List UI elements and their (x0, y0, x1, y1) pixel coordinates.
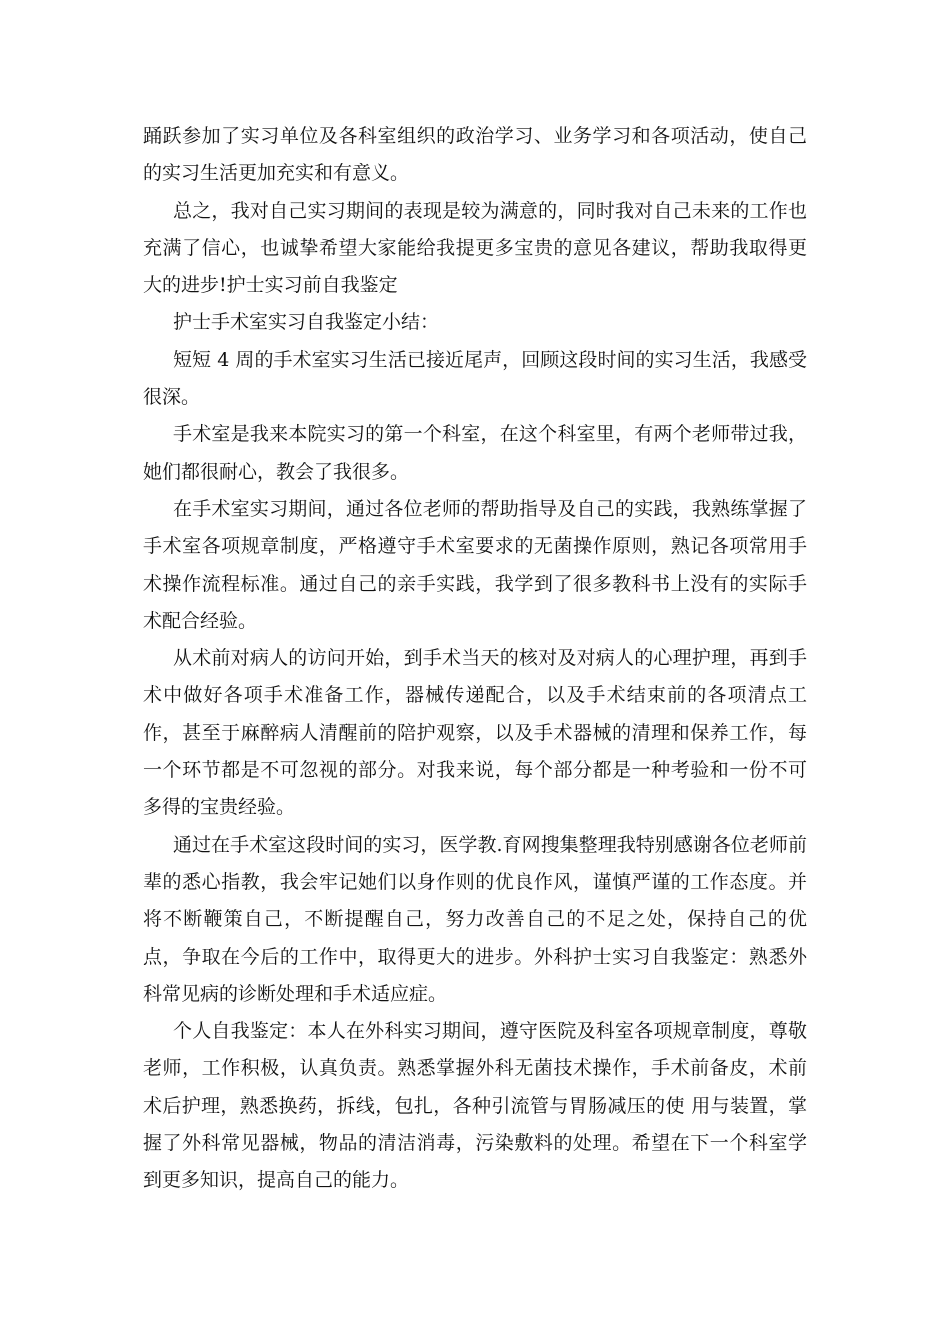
document-body (143, 118, 807, 1200)
paragraph: 短短 4 周的手术室实习生活已接近尾声，回顾这段时间的实习生活，我感受很深。 (143, 348, 807, 409)
section-heading: 护士手术室实习自我鉴定小结： (173, 311, 440, 334)
paragraph: 在手术室实习期间，通过各位老师的帮助指导及自己的实践，我熟练掌握了手术室各项规章制度，严格遵守手术室要求的无菌操作原则，熟记各项常用手术操作流程标准。通过自己的亲手实践，我学到了很多教科书上没有的实际手术配合经验。 (143, 497, 807, 632)
paragraph: 个人自我鉴定：本人在外科实习期间，遵守医院及科室各项规章制度，尊敬老师，工作积极，认真负责。熟悉掌握外科无菌技术操作，手术前备皮，术前术后护理，熟悉换药，拆线，包扎，各种引流管与胃肠减压的使 用与装置，掌握了外科常见器械，物品的清洁消毒，污染敷料的处理。希望在下一个科室学到更多知识，提高自己的能力。 (143, 1020, 807, 1192)
paragraph: 总之，我对自己实习期间的表现是较为满意的，同时我对自己未来的工作也充满了信心，也诚挚希望大家能给我提更多宝贵的意见各建议，帮助我取得更大的进步!护士实习前自我鉴定 (143, 199, 807, 297)
paragraph: 从术前对病人的访问开始，到手术当天的核对及对病人的心理护理，再到手术中做好各项手术准备工作，器械传递配合，以及手术结束前的各项清点工作，甚至于麻醉病人清醒前的陪护观察，以及手术器械的清理和保养工作，每一个环节都是不可忽视的部分。对我来说，每个部分都是一种考验和一份不可多得的宝贵经验。 (143, 647, 807, 819)
paragraph: 通过在手术室这段时间的实习，医学教.育网搜集整理我特别感谢各位老师前辈的悉心指教，我会牢记她们以身作则的优良作风，谨慎严谨的工作态度。并将不断鞭策自己，不断提醒自己，努力改善自己的不足之处，保持自己的优点，争取在今后的工作中，取得更大的进步。外科护士实习自我鉴定：熟悉外科常见病的诊断处理和手术适应症。 (143, 833, 807, 1005)
paragraph: 手术室是我来本院实习的第一个科室，在这个科室里，有两个老师带过我，她们都很耐心，教会了我很多。 (143, 423, 807, 483)
paragraph: 踊跃参加了实习单位及各科室组织的政治学习、业务学习和各项活动，使自己的实习生活更加充实和有意义。 (143, 125, 807, 185)
